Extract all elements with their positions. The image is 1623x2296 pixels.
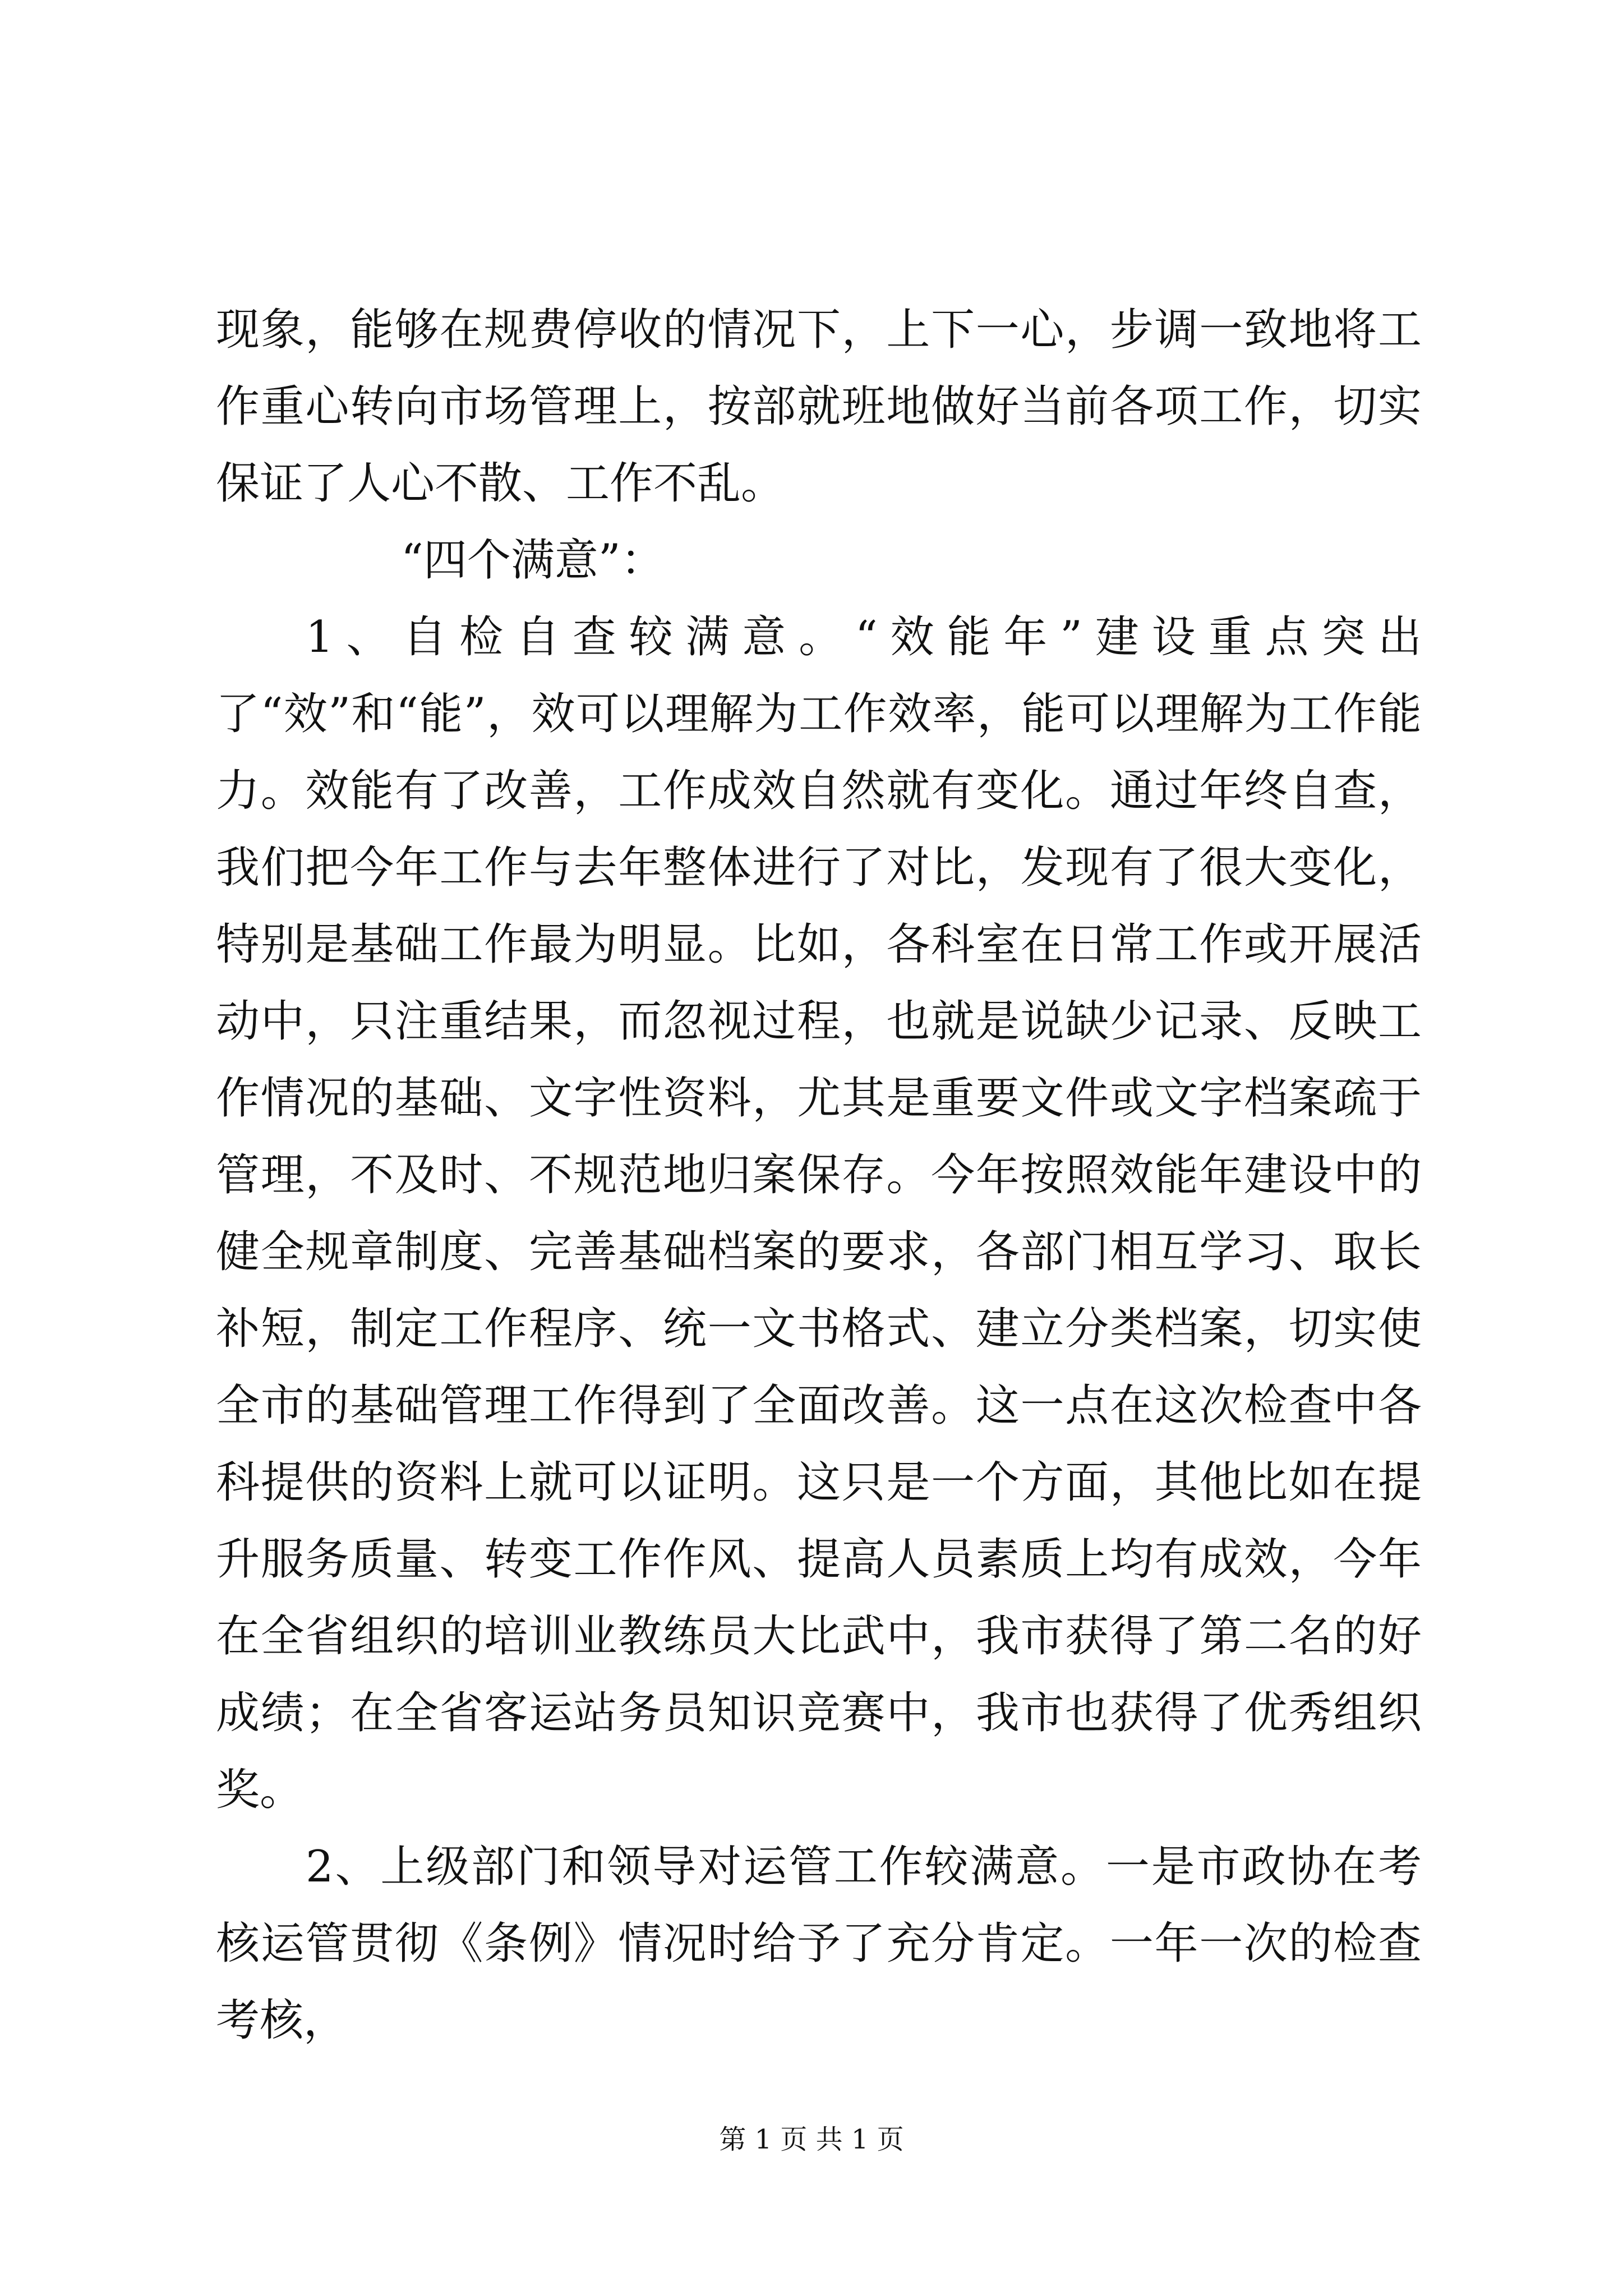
- section-heading-four-satisfactions: “四个满意”：: [401, 535, 665, 586]
- page-footer: 第 1 页 共 1 页: [719, 2124, 904, 2155]
- paragraph-continuation: 现象，能够在规费停收的情况下，上下一心，步调一致地将工作重心转向市场管理上，按部就班地做好当前各项工作，切实保证了人心不散、工作不乱。: [216, 305, 1422, 509]
- paragraph-superior-satisfaction: 2、上级部门和领导对运管工作较满意。一是市政协在考核运管贯彻《条例》情况时给予了充分肯定。一年一次的检查考核，: [216, 1842, 1422, 2046]
- paragraph-self-inspection: 1、自检自查较满意。“效能年”建设重点突出了“效”和“能”，效可以理解为工作效率，能可以理解为工作能力。效能有了改善，工作成效自然就有变化。通过年终自查，我们把今年工作与去年整体进行了对比，发现有了很大变化，特别是基础工作最为明显。比如，各科室在日常工作或开展活动中，只注重结果，而忽视过程，也就是说缺少记录、反映工作情况的基础、文字性资料，尤其是重要文件或文字档案疏于管理，不及时、不规范地归案保存。今年按照效能年建设中的健全规章制度、完善基础档案的要求，各部门相互学习、取长补短，制定工作程序、统一文书格式、建立分类档案，切实使全市的基础管理工作得到了全面改善。这一点在这次检查中各科提供的资料上就可以证明。这只是一个方面，其他比如在提升服务质量、转变工作作风、提高人员素质上均有成效，今年在全省组织的培训业教练员大比武中，我市获得了第二名的好成绩；在全省客运站务员知识竞赛中，我市也获得了优秀组织奖。: [216, 612, 1422, 1815]
- document-body: [216, 292, 1422, 2059]
